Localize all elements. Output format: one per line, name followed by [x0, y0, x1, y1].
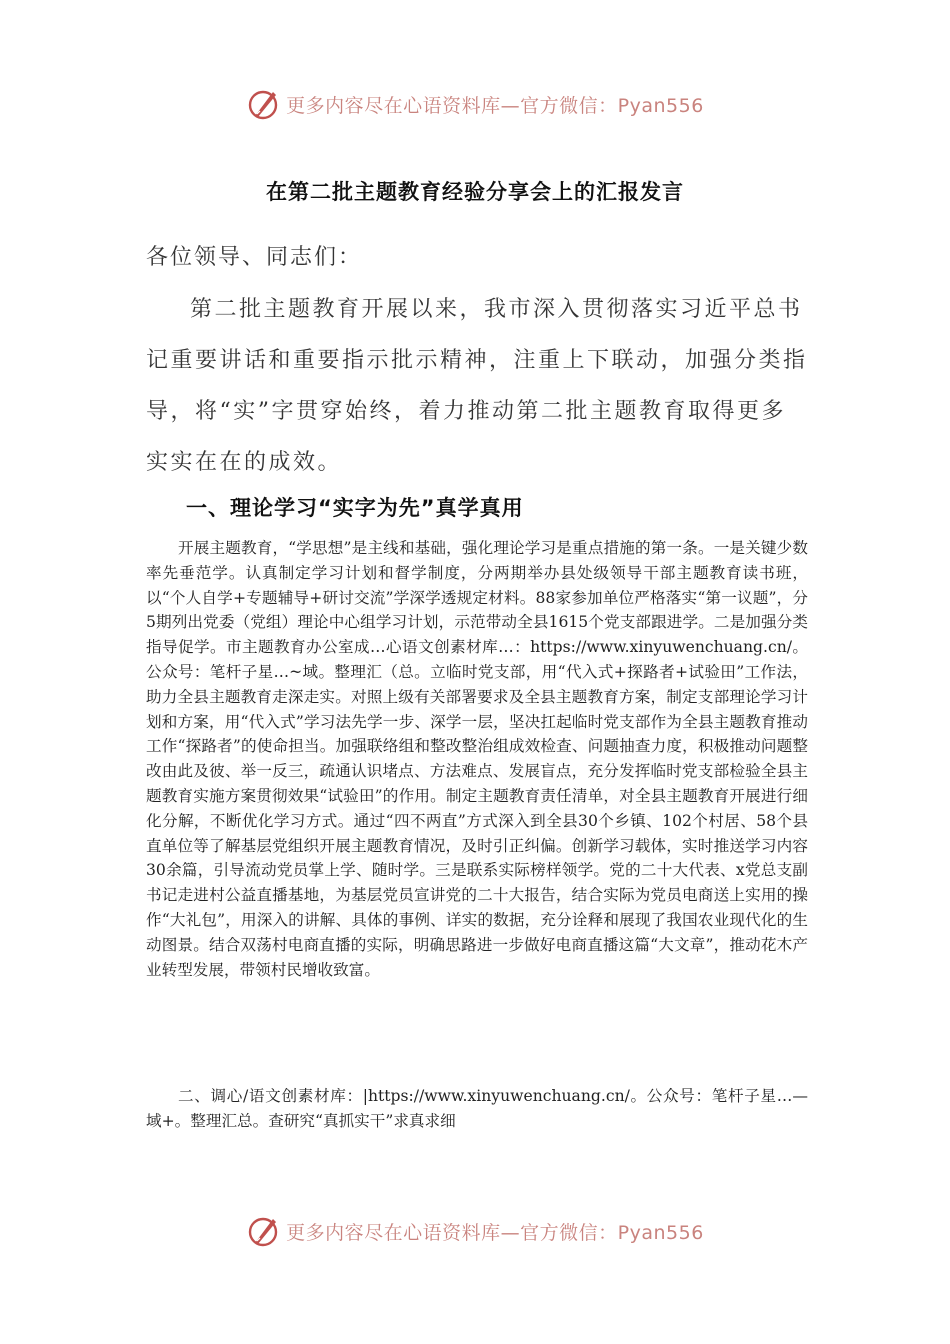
quill-pen-logo-icon	[246, 86, 282, 122]
intro-paragraph: 第二批主题教育开展以来，我市深入贯彻落实习近平总书记重要讲话和重要指示批示精神，注重上下联动，加强分类指导，将“实”字贯穿始终，着力推动第二批主题教育取得更多实实在在的成效。	[146, 297, 808, 475]
page-title: 在第二批主题教育经验分享会上的汇报发言	[266, 180, 684, 204]
greeting: 各位领导、同志们：	[146, 245, 363, 270]
body-paragraph: 开展主题教育，“学思想”是主线和基础，强化理论学习是重点措施的第一条。一是关键少数率先垂范学。认真制定学习计划和督学制度，分两期举办县处级领导干部主题教育读书班，以“个人自学+专题辅导+研讨交流”学深学透规定材料。88家参加单位严格落实“第一议题”，分5期列出党委（党组）理论中心组学习计划，示范带动全县1615个党支部跟进学。二是加强分类指导促学。市主题教育办公室成…心语文创素材库…：https://www.xinyuwenchuang.cn/。公众号：笔杆子星…~域。整理汇（总。立临时党支部，用“代入式+探路者+试验田”工作法，助力全县主题教育走深走实。对照上级有关部署要求及全县主题教育方案，制定支部理论学习计划和方案，用“代入式”学习法先学一步、深学一层，坚决扛起临时党支部作为全县主题教育推动工作“探路者”的使命担当。加强联络组和整改整治组成效检查、问题抽查力度，积极推动问题整改由此及彼、举一反三，疏通认识堵点、方法难点、发展盲点，充分发挥临时党支部检验全县主题教育实施方案贯彻效果“试验田”的作用。制定主题教育责任清单，对全县主题教育开展进行细化分解，不断优化学习方式。通过“四不两直”方式深入到全县30个乡镇、102个村居、58个县直单位等了解基层党组织开展主题教育情况，及时引正纠偏。创新学习载体，实时推送学习内容30余篇，引导流动党员掌上学、随时学。三是联系实际榜样领学。党的二十大代表、x党总支副书记走进村公益直播基地，为基层党员宣讲党的二十大报告，结合实际为党员电商送上实用的操作“大礼包”，用深入的讲解、具体的事例、详实的数据，充分诠释和展现了我国农业现代化的生动图景。结合双荡村电商直播的实际，明确思路进一步做好电商直播这篇“大文章”，推动花木产业转型发展，带领村民增收致富。	[146, 539, 808, 979]
footer-watermark-banner	[0, 1211, 950, 1251]
banner-text: 更多内容尽在心语资料库—官方微信：Pyan556	[286, 94, 704, 117]
body-paragraph-2: 二、调心/语文创素材库：|https://www.xinyuwenchuang.cn/。公众号：笔杆子星…—域+。整理汇总。查研究“真抓实干”求真求细	[146, 1087, 808, 1130]
header-watermark-banner	[0, 84, 950, 124]
section-heading: 一、理论学习“实字为先”真学真用	[186, 496, 524, 520]
banner-text: 更多内容尽在心语资料库—官方微信：Pyan556	[286, 1221, 704, 1244]
quill-pen-logo-icon	[246, 1213, 282, 1249]
